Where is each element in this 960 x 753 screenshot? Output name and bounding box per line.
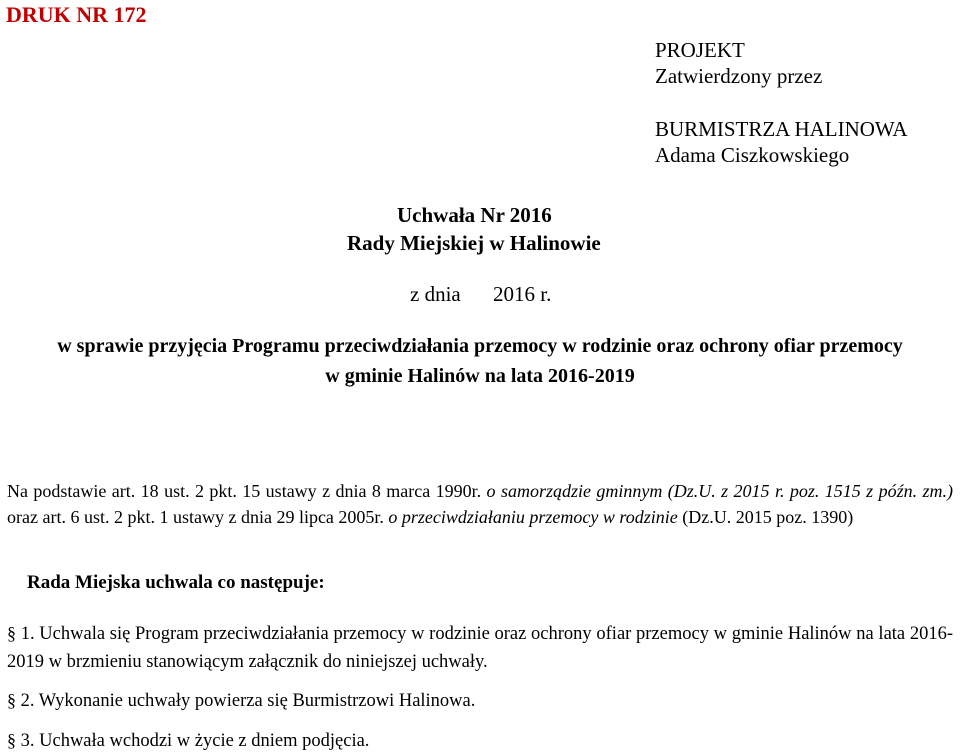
subject-line-1: w sprawie przyjęcia Programu przeciwdziałania przemocy w rodzinie oraz ochrony ofiar przemocy	[57, 335, 903, 357]
section-2-text: 2. Wykonanie uchwały powierza się Burmistrzowi Halinowa.	[20, 691, 476, 711]
resolution-number: Uchwała Nr 2016	[397, 203, 552, 227]
subject-line-2: w gminie Halinów na lata 2016-2019	[325, 365, 635, 387]
section-3	[7, 730, 369, 752]
section-mark: §	[7, 623, 16, 643]
section-mark: §	[7, 730, 16, 750]
section-mark: §	[7, 690, 16, 710]
legal-basis-act-2: o przeciwdziałaniu przemocy w rodzinie	[388, 507, 678, 527]
section-1-text: 1. Uchwala się Program przeciwdziałania przemocy w rodzinie oraz ochrony ofiar przemocy w gminie Halinów na lata 2016-2019 w brzmieniu stanowiącym załącznik do niniejszej uchwały.	[7, 624, 954, 672]
council-name: Rady Miejskiej w Halinowie	[347, 231, 601, 255]
mayor-title: BURMISTRZA HALINOWA	[655, 117, 908, 141]
section-1	[7, 619, 953, 676]
approved-by: Zatwierdzony przez	[655, 64, 823, 88]
document-number: DRUK NR 172	[6, 2, 147, 27]
legal-basis-text-2: oraz art. 6 ust. 2 pkt. 1 ustawy z dnia 29 lipca 2005r.	[7, 507, 389, 527]
project-label: PROJEKT	[655, 38, 745, 62]
date-value: 2016 r.	[493, 282, 552, 306]
date-prefix: z dnia	[410, 282, 461, 306]
section-2	[7, 690, 475, 712]
section-3-text: 3. Uchwała wchodzi w życie z dniem podjęcia.	[20, 731, 370, 751]
council-decides: Rada Miejska uchwala co następuje:	[27, 572, 325, 593]
legal-basis	[7, 478, 953, 530]
legal-basis-text-3: (Dz.U. 2015 poz. 1390)	[677, 507, 854, 527]
legal-basis-act-1: o samorządzie gminnym (Dz.U. z 2015 r. poz. 1515 z późn. zm.)	[486, 481, 953, 501]
mayor-name: Adama Ciszkowskiego	[655, 143, 850, 167]
legal-basis-text-1: Na podstawie art. 18 ust. 2 pkt. 15 ustawy z dnia 8 marca 1990r.	[7, 481, 487, 501]
